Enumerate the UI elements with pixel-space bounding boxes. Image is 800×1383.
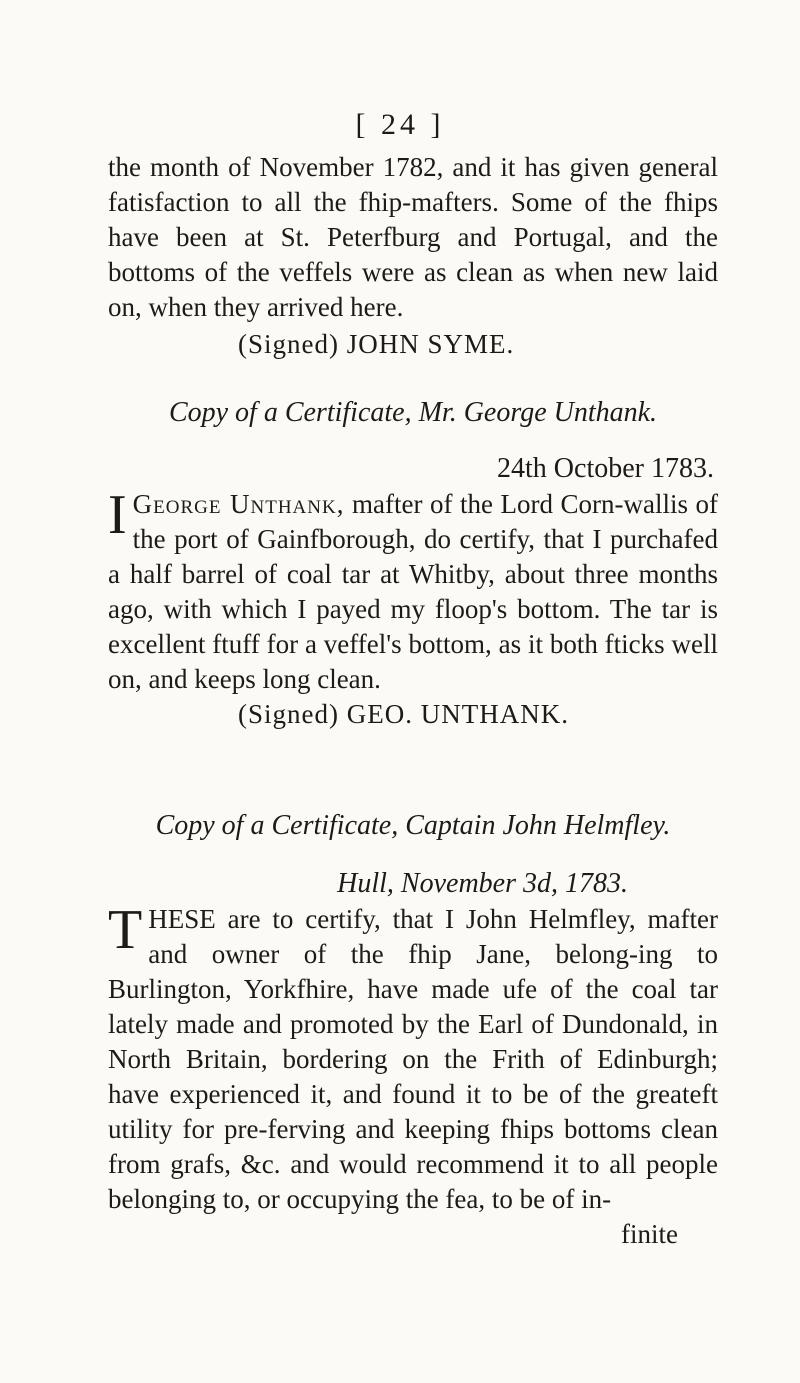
continuation-block (108, 150, 718, 362)
drop-cap: T (108, 899, 143, 961)
certificate-name: George Unthank, (132, 489, 345, 519)
continuation-paragraph: the month of November 1782, and it has given general fatisfaction to all the fhip-mafters. Some of the fhips have been at St. Peterfburg and Portugal, and the bottoms of the veffels were as clean as when new laid on, when they arrived here. (108, 152, 718, 322)
drop-cap: I (108, 484, 127, 546)
certificate-text: mafter of the Lord Corn-wallis of the port of Gainfborough, do certify, that I purchafed a half barrel of coal tar at Whitby, about three months ago, with which I payed my floop's bottom. The tar is excellent ftuff for a veffel's bottom, as it both fticks well on, and keeps long clean. (108, 489, 718, 694)
certificate-date: 24th October 1783. (497, 453, 714, 484)
certificate-date: Hull, November 3d, 1783. (337, 868, 628, 899)
page-number: [ 24 ] (355, 108, 445, 141)
certificate-helmsley (108, 808, 718, 1252)
signature-unthank: (Signed) GEO. UNTHANK. (238, 699, 569, 729)
certificate-unthank (108, 395, 718, 732)
certificate-body (108, 899, 718, 1217)
signature-syme: (Signed) JOHN SYME. (238, 329, 515, 359)
certificate-heading: Copy of a Certificate, Mr. George Unthank. (168, 397, 658, 428)
certificate-text: are to certify, that I John Helmfley, mafter and owner of the fhip Jane, belong-ing to Burlington, Yorkfhire, have made ufe of the coal tar lately made and promoted by the Earl of Dundonald, in North Britain, bordering on the Frith of Edinburgh; have experienced it, and found it to be of the greateft utility for pre-ferving and keeping fhips bottoms clean from grafs, &c. and would recommend it to all people belonging to, or occupying the fea, to be of in- (108, 904, 718, 1214)
certificate-heading: Copy of a Certificate, Captain John Helmfley. (155, 810, 671, 841)
catchword: finite (621, 1219, 678, 1249)
certificate-lead: HESE (148, 904, 216, 934)
certificate-body (108, 484, 718, 697)
